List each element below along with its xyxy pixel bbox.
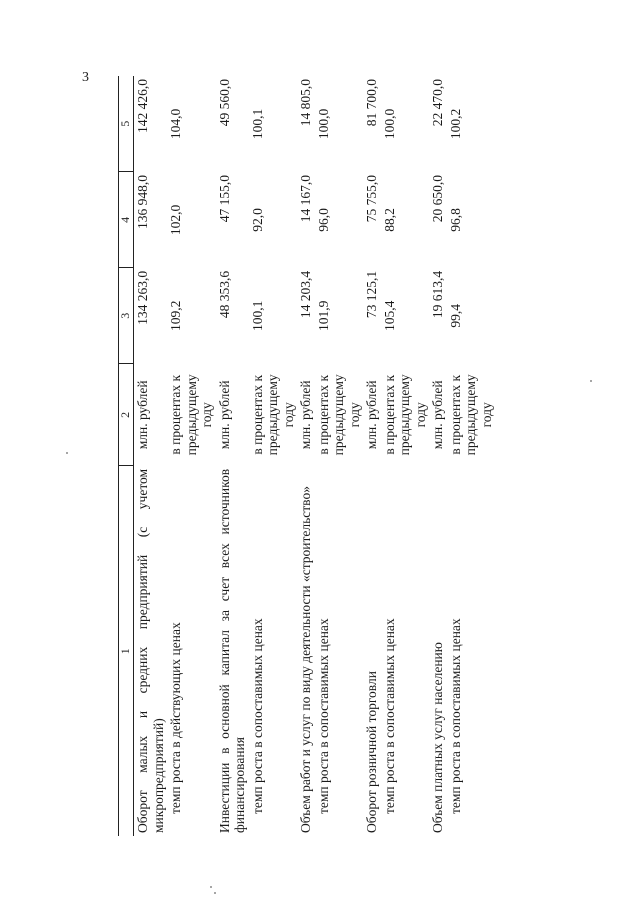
- indicator-name: Объем платных услуг населению: [430, 642, 446, 833]
- value-cell: 14 805,0: [298, 79, 314, 127]
- column-header: 5: [119, 76, 134, 172]
- unit-cell: млн. рублей: [216, 380, 232, 450]
- column-header: 1: [119, 466, 134, 836]
- unit-cell: млн. рублей: [364, 380, 380, 450]
- value-cell: 100,1: [249, 300, 265, 331]
- table-row: [447, 76, 496, 836]
- unit-cell: млн. рублей: [135, 380, 150, 450]
- value-cell: 100,2: [447, 108, 463, 140]
- column-header: 4: [119, 172, 134, 268]
- indicator-name: Объем работ и услуг по виду деятельности «строительство»: [298, 486, 314, 833]
- value-cell: 73 125,1: [364, 270, 380, 319]
- indicator-name: темп роста в сопоставимых ценах: [315, 618, 331, 814]
- unit-cell: млн. рублей: [430, 380, 446, 450]
- value-cell: 104,0: [168, 108, 184, 140]
- table-row: [429, 76, 447, 836]
- indicator-name: Оборот малых и средних предприятий (с учетом микропредприятий): [135, 468, 166, 833]
- table-row: [363, 76, 381, 836]
- value-cell: 100,0: [315, 108, 331, 140]
- value-cell: 20 650,0: [430, 174, 446, 223]
- table-row: [297, 76, 315, 836]
- value-cell: 19 613,4: [430, 270, 446, 319]
- indicator-name: темп роста в сопоставимых ценах: [447, 618, 463, 814]
- value-cell: 100,0: [381, 108, 397, 140]
- unit-cell: в процентах к предыдущему году: [249, 374, 296, 456]
- value-cell: 14 167,0: [298, 174, 314, 223]
- indicator-name: Оборот розничной торговли: [364, 671, 380, 833]
- value-cell: 142 426,0: [135, 79, 150, 133]
- value-cell: 88,2: [381, 208, 397, 232]
- value-cell: 109,2: [168, 300, 184, 331]
- unit-cell: в процентах к предыдущему году: [381, 374, 428, 456]
- value-cell: 99,4: [447, 303, 463, 328]
- indicator-name: темп роста в сопоставимых ценах: [381, 618, 397, 814]
- value-cell: 102,0: [168, 204, 184, 236]
- table-row: [167, 76, 216, 836]
- unit-cell: млн. рублей: [298, 380, 314, 450]
- statistics-table: [118, 76, 495, 836]
- value-cell: 136 948,0: [135, 174, 150, 229]
- table-row: [216, 76, 249, 836]
- table-row: [134, 76, 168, 836]
- column-header: 3: [119, 268, 134, 364]
- rotated-table-wrapper: [118, 76, 536, 836]
- value-cell: 48 353,6: [216, 270, 232, 319]
- value-cell: 96,0: [315, 208, 331, 232]
- value-cell: 81 700,0: [364, 79, 380, 127]
- value-cell: 105,4: [381, 300, 397, 331]
- unit-cell: в процентах к предыдущему году: [447, 374, 494, 456]
- value-cell: 101,9: [315, 300, 331, 331]
- page-number: 3: [82, 70, 89, 85]
- column-header: 2: [119, 364, 134, 466]
- table-row: [315, 76, 364, 836]
- value-cell: 75 755,0: [364, 174, 380, 223]
- value-cell: 96,8: [447, 208, 463, 232]
- table-row: [249, 76, 298, 836]
- value-cell: 92,0: [249, 208, 265, 232]
- unit-cell: в процентах к предыдущему году: [168, 374, 215, 456]
- value-cell: 47 155,0: [216, 174, 232, 223]
- value-cell: 14 203,4: [298, 270, 314, 319]
- indicator-name: темп роста в сопоставимых ценах: [249, 618, 265, 814]
- value-cell: 100,1: [249, 108, 265, 140]
- table-row: [381, 76, 430, 836]
- value-cell: 134 263,0: [135, 270, 150, 325]
- indicator-name: темп роста в действующих ценах: [168, 622, 184, 814]
- indicator-name: Инвестиции в основной капитал за счет всех источников финансирования: [216, 468, 248, 833]
- value-cell: 22 470,0: [430, 79, 446, 127]
- table-header-row: [119, 76, 134, 836]
- value-cell: 49 560,0: [216, 79, 232, 127]
- unit-cell: в процентах к предыдущему году: [315, 374, 362, 456]
